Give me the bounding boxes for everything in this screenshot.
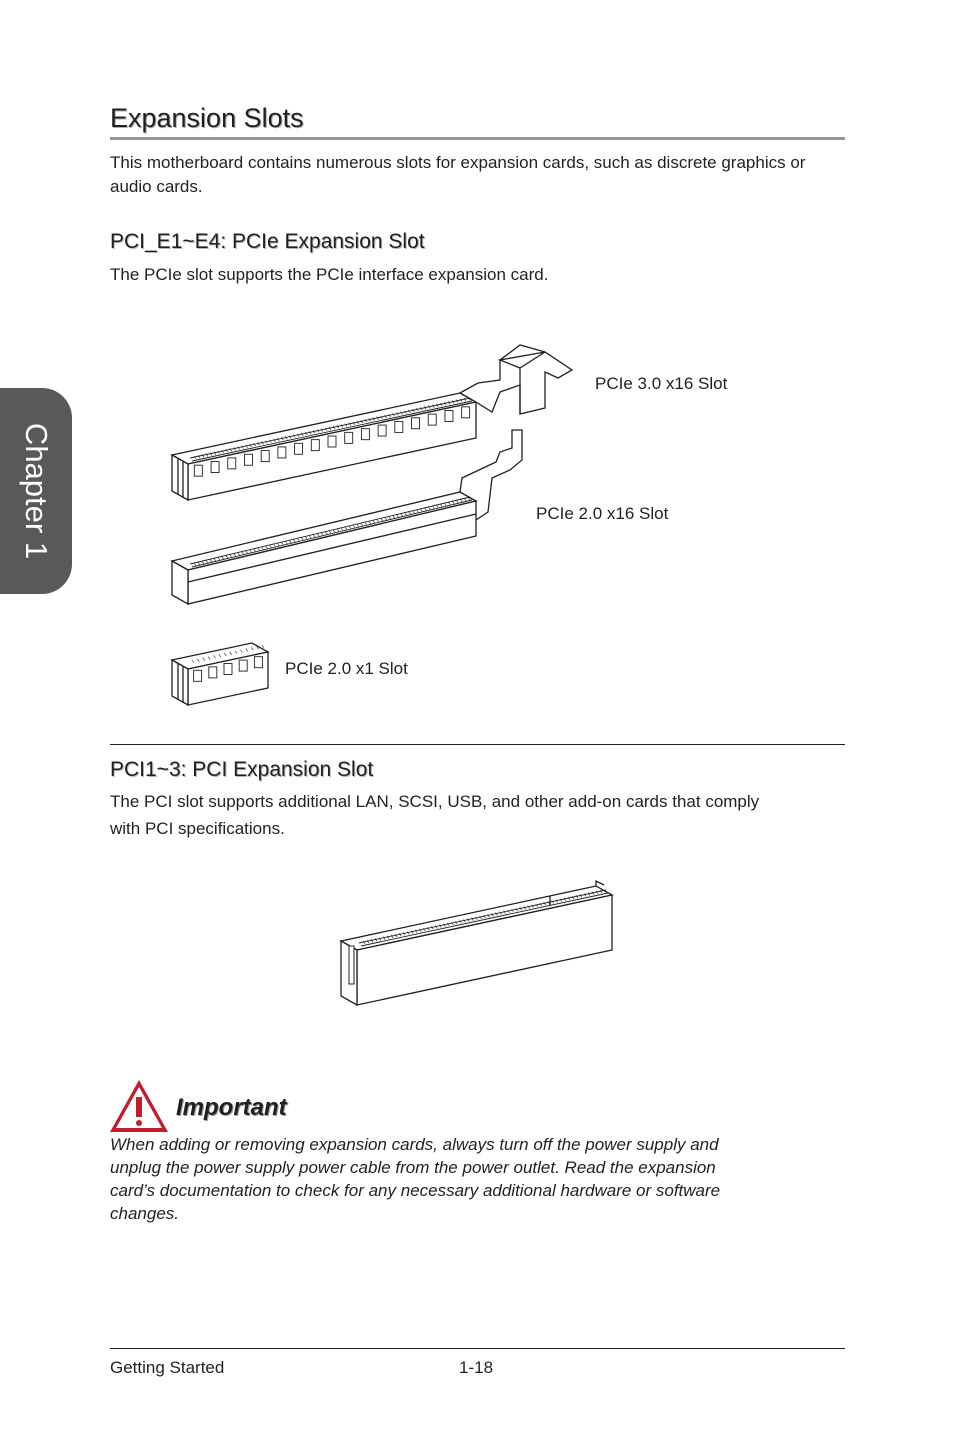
pcie3-x16-label: PCIe 3.0 x16 Slot [595,374,728,393]
pci-heading: PCI1~3: PCI Expansion Slot [110,758,374,781]
pcie2-x1-label: PCIe 2.0 x1 Slot [285,659,408,678]
footer-page-number: 1-18 [459,1358,494,1377]
important-text-line2: unplug the power supply power cable from the power outlet. Read the expansion [110,1158,716,1177]
important-text-line1: When adding or removing expansion cards, always turn off the power supply and [110,1135,719,1154]
pci-description-line2: with PCI specifications. [110,819,285,838]
footer-section-name: Getting Started [110,1358,225,1377]
pcie-heading: PCI_E1~E4: PCIe Expansion Slot [110,230,425,253]
pcie2-x16-label: PCIe 2.0 x16 Slot [536,504,669,523]
footer-divider [110,1348,845,1349]
important-label: Important [176,1094,287,1121]
important-text-line4: changes. [110,1204,179,1223]
important-text [110,1133,830,1225]
pcie-description: The PCIe slot supports the PCIe interface expansion card. [110,265,549,284]
section-title: Expansion Slots [110,103,304,133]
section-intro: This motherboard contains numerous slots for expansion cards, such as discrete graphics or audio cards. [110,153,806,196]
important-text-line3: card’s documentation to check for any necessary additional hardware or software [110,1181,721,1200]
chapter-tab-label: Chapter 1 [19,422,54,560]
pci-description-line1: The PCI slot supports additional LAN, SCSI, USB, and other add-on cards that comply [110,792,760,811]
